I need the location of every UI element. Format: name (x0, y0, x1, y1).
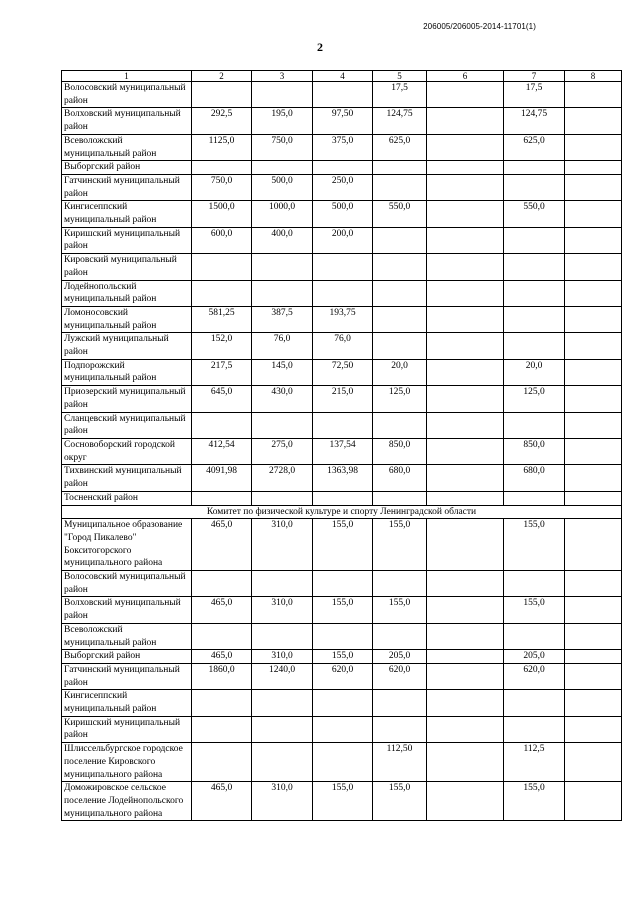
value-cell-col-8 (565, 597, 622, 623)
column-header: 4 (313, 71, 373, 82)
value-cell-col-2 (192, 623, 252, 649)
value-cell-col-6 (427, 716, 504, 742)
value-cell-col-3: 145,0 (252, 359, 313, 385)
value-cell-col-2 (192, 161, 252, 175)
value-cell-col-8 (565, 359, 622, 385)
value-cell-col-3: 500,0 (252, 174, 313, 200)
value-cell-col-6 (427, 597, 504, 623)
value-cell-col-6 (427, 412, 504, 438)
value-cell-col-4: 1363,98 (313, 465, 373, 491)
value-cell-col-4: 215,0 (313, 386, 373, 412)
value-cell-col-4: 155,0 (313, 519, 373, 571)
value-cell-col-3: 400,0 (252, 227, 313, 253)
value-cell-col-5: 205,0 (373, 650, 427, 664)
value-cell-col-8 (565, 663, 622, 689)
value-cell-col-3 (252, 280, 313, 306)
table-row (62, 438, 622, 464)
value-cell-col-6 (427, 386, 504, 412)
value-cell-col-6 (427, 280, 504, 306)
territory-name-cell: Подпорожский муниципальный район (62, 359, 192, 385)
value-cell-col-5: 20,0 (373, 359, 427, 385)
territory-name-cell: Волховский муниципальный район (62, 108, 192, 134)
value-cell-col-8 (565, 519, 622, 571)
value-cell-col-5: 112,50 (373, 743, 427, 782)
column-header: 2 (192, 71, 252, 82)
territory-name-cell: Доможировское сельское поселение Лодейнопольского муниципального района (62, 782, 192, 821)
value-cell-col-5 (373, 716, 427, 742)
value-cell-col-3: 387,5 (252, 306, 313, 332)
value-cell-col-5: 155,0 (373, 782, 427, 821)
value-cell-col-7 (504, 716, 565, 742)
value-cell-col-6 (427, 359, 504, 385)
value-cell-col-3 (252, 743, 313, 782)
table-row (62, 571, 622, 597)
value-cell-col-5: 155,0 (373, 597, 427, 623)
value-cell-col-6 (427, 82, 504, 108)
value-cell-col-3: 2728,0 (252, 465, 313, 491)
value-cell-col-5 (373, 571, 427, 597)
table-row (62, 412, 622, 438)
territory-name-cell: Шлиссельбургское городское поселение Кировского муниципального района (62, 743, 192, 782)
value-cell-col-5: 550,0 (373, 201, 427, 227)
territory-name-cell: Гатчинский муниципальный район (62, 663, 192, 689)
value-cell-col-2: 750,0 (192, 174, 252, 200)
table-row (62, 280, 622, 306)
value-cell-col-2 (192, 82, 252, 108)
value-cell-col-4: 137,54 (313, 438, 373, 464)
value-cell-col-5: 17,5 (373, 82, 427, 108)
value-cell-col-6 (427, 108, 504, 134)
value-cell-col-4 (313, 82, 373, 108)
value-cell-col-7 (504, 571, 565, 597)
table-row (62, 161, 622, 175)
value-cell-col-4: 155,0 (313, 597, 373, 623)
territory-name-cell: Волосовский муниципальный район (62, 571, 192, 597)
value-cell-col-3: 310,0 (252, 519, 313, 571)
value-cell-col-2 (192, 716, 252, 742)
value-cell-col-7 (504, 254, 565, 280)
value-cell-col-8 (565, 174, 622, 200)
table-row (62, 174, 622, 200)
section-row (62, 505, 622, 519)
value-cell-col-7: 17,5 (504, 82, 565, 108)
value-cell-col-3: 310,0 (252, 782, 313, 821)
value-cell-col-5: 625,0 (373, 134, 427, 160)
table-row (62, 491, 622, 505)
value-cell-col-2: 600,0 (192, 227, 252, 253)
table-row (62, 82, 622, 108)
territory-name-cell: Всеволожский муниципальный район (62, 623, 192, 649)
value-cell-col-2 (192, 743, 252, 782)
value-cell-col-4: 193,75 (313, 306, 373, 332)
value-cell-col-3 (252, 161, 313, 175)
territory-name-cell: Лужский муниципальный район (62, 333, 192, 359)
column-header: 3 (252, 71, 313, 82)
value-cell-col-8 (565, 201, 622, 227)
value-cell-col-5 (373, 280, 427, 306)
value-cell-col-8 (565, 438, 622, 464)
value-cell-col-2: 1860,0 (192, 663, 252, 689)
table-row (62, 650, 622, 664)
value-cell-col-7 (504, 174, 565, 200)
value-cell-col-4: 155,0 (313, 650, 373, 664)
value-cell-col-3: 195,0 (252, 108, 313, 134)
value-cell-col-5 (373, 306, 427, 332)
value-cell-col-2: 1125,0 (192, 134, 252, 160)
value-cell-col-4: 200,0 (313, 227, 373, 253)
value-cell-col-8 (565, 491, 622, 505)
value-cell-col-5: 620,0 (373, 663, 427, 689)
value-cell-col-6 (427, 650, 504, 664)
value-cell-col-3 (252, 571, 313, 597)
territory-name-cell: Сосновоборский городской округ (62, 438, 192, 464)
value-cell-col-8 (565, 227, 622, 253)
territory-name-cell: Тихвинский муниципальный район (62, 465, 192, 491)
value-cell-col-3: 275,0 (252, 438, 313, 464)
value-cell-col-5 (373, 491, 427, 505)
value-cell-col-7: 112,5 (504, 743, 565, 782)
value-cell-col-2: 152,0 (192, 333, 252, 359)
territory-name-cell: Киришский муниципальный район (62, 716, 192, 742)
territory-name-cell: Выборгский район (62, 650, 192, 664)
value-cell-col-5 (373, 333, 427, 359)
value-cell-col-7: 155,0 (504, 519, 565, 571)
value-cell-col-7 (504, 227, 565, 253)
territory-name-cell: Сланцевский муниципальный район (62, 412, 192, 438)
value-cell-col-2: 217,5 (192, 359, 252, 385)
value-cell-col-4 (313, 690, 373, 716)
value-cell-col-8 (565, 716, 622, 742)
value-cell-col-3 (252, 623, 313, 649)
value-cell-col-7 (504, 690, 565, 716)
table-row (62, 333, 622, 359)
value-cell-col-6 (427, 690, 504, 716)
value-cell-col-8 (565, 333, 622, 359)
table-row (62, 201, 622, 227)
value-cell-col-8 (565, 134, 622, 160)
value-cell-col-4: 76,0 (313, 333, 373, 359)
value-cell-col-8 (565, 386, 622, 412)
value-cell-col-6 (427, 663, 504, 689)
value-cell-col-4: 72,50 (313, 359, 373, 385)
value-cell-col-6 (427, 623, 504, 649)
value-cell-col-2: 465,0 (192, 782, 252, 821)
value-cell-col-8 (565, 161, 622, 175)
table-row (62, 108, 622, 134)
value-cell-col-6 (427, 306, 504, 332)
value-cell-col-4: 375,0 (313, 134, 373, 160)
value-cell-col-5 (373, 623, 427, 649)
value-cell-col-4 (313, 571, 373, 597)
value-cell-col-6 (427, 134, 504, 160)
table-row (62, 597, 622, 623)
value-cell-col-8 (565, 782, 622, 821)
value-cell-col-8 (565, 690, 622, 716)
territory-name-cell: Муниципальное образование "Город Пикалево" Бокситогорского муниципального района (62, 519, 192, 571)
value-cell-col-4 (313, 254, 373, 280)
value-cell-col-4 (313, 491, 373, 505)
value-cell-col-4: 620,0 (313, 663, 373, 689)
header-row (62, 71, 622, 82)
value-cell-col-8 (565, 280, 622, 306)
value-cell-col-5: 680,0 (373, 465, 427, 491)
column-header: 7 (504, 71, 565, 82)
value-cell-col-3 (252, 716, 313, 742)
section-title: Комитет по физической культуре и спорту Ленинградской области (62, 505, 622, 519)
value-cell-col-2 (192, 491, 252, 505)
value-cell-col-5: 124,75 (373, 108, 427, 134)
value-cell-col-6 (427, 201, 504, 227)
territory-name-cell: Волосовский муниципальный район (62, 82, 192, 108)
value-cell-col-2 (192, 571, 252, 597)
table-row (62, 386, 622, 412)
table-row (62, 465, 622, 491)
value-cell-col-2 (192, 254, 252, 280)
value-cell-col-3: 1000,0 (252, 201, 313, 227)
value-cell-col-4 (313, 743, 373, 782)
table-row (62, 743, 622, 782)
value-cell-col-3 (252, 491, 313, 505)
table-row (62, 663, 622, 689)
value-cell-col-6 (427, 743, 504, 782)
value-cell-col-8 (565, 465, 622, 491)
value-cell-col-7 (504, 623, 565, 649)
value-cell-col-6 (427, 161, 504, 175)
value-cell-col-6 (427, 333, 504, 359)
territory-name-cell: Гатчинский муниципальный район (62, 174, 192, 200)
value-cell-col-7 (504, 280, 565, 306)
value-cell-col-3 (252, 82, 313, 108)
value-cell-col-5: 125,0 (373, 386, 427, 412)
value-cell-col-5 (373, 161, 427, 175)
budget-table (61, 70, 622, 821)
territory-name-cell: Выборгский район (62, 161, 192, 175)
table-row (62, 690, 622, 716)
table-row (62, 227, 622, 253)
value-cell-col-4: 250,0 (313, 174, 373, 200)
table-row (62, 254, 622, 280)
value-cell-col-6 (427, 491, 504, 505)
value-cell-col-3: 310,0 (252, 597, 313, 623)
value-cell-col-6 (427, 254, 504, 280)
column-header: 1 (62, 71, 192, 82)
value-cell-col-2: 1500,0 (192, 201, 252, 227)
value-cell-col-2: 412,54 (192, 438, 252, 464)
value-cell-col-5 (373, 254, 427, 280)
value-cell-col-2: 292,5 (192, 108, 252, 134)
column-header: 8 (565, 71, 622, 82)
value-cell-col-3: 750,0 (252, 134, 313, 160)
territory-name-cell: Лодейнопольский муниципальный район (62, 280, 192, 306)
value-cell-col-2: 465,0 (192, 519, 252, 571)
value-cell-col-6 (427, 782, 504, 821)
value-cell-col-8 (565, 743, 622, 782)
value-cell-col-5 (373, 227, 427, 253)
value-cell-col-2 (192, 280, 252, 306)
value-cell-col-5 (373, 174, 427, 200)
column-header: 5 (373, 71, 427, 82)
table-row (62, 782, 622, 821)
value-cell-col-7 (504, 333, 565, 359)
value-cell-col-4: 500,0 (313, 201, 373, 227)
value-cell-col-2: 465,0 (192, 597, 252, 623)
value-cell-col-4 (313, 280, 373, 306)
value-cell-col-6 (427, 227, 504, 253)
value-cell-col-7 (504, 491, 565, 505)
territory-name-cell: Приозерский муниципальный район (62, 386, 192, 412)
value-cell-col-6 (427, 571, 504, 597)
value-cell-col-6 (427, 519, 504, 571)
value-cell-col-7 (504, 306, 565, 332)
value-cell-col-7: 620,0 (504, 663, 565, 689)
value-cell-col-8 (565, 306, 622, 332)
value-cell-col-3 (252, 254, 313, 280)
territory-name-cell: Тосненский район (62, 491, 192, 505)
column-header: 6 (427, 71, 504, 82)
document-id: 206005/206005-2014-11701(1) (423, 22, 536, 31)
value-cell-col-3: 76,0 (252, 333, 313, 359)
value-cell-col-4: 97,50 (313, 108, 373, 134)
value-cell-col-7: 155,0 (504, 782, 565, 821)
table-row (62, 359, 622, 385)
table-row (62, 134, 622, 160)
value-cell-col-3: 310,0 (252, 650, 313, 664)
value-cell-col-3 (252, 690, 313, 716)
value-cell-col-2 (192, 690, 252, 716)
value-cell-col-3: 1240,0 (252, 663, 313, 689)
value-cell-col-7: 20,0 (504, 359, 565, 385)
value-cell-col-7: 205,0 (504, 650, 565, 664)
value-cell-col-7: 850,0 (504, 438, 565, 464)
table-row (62, 623, 622, 649)
value-cell-col-6 (427, 174, 504, 200)
value-cell-col-2: 645,0 (192, 386, 252, 412)
value-cell-col-4 (313, 161, 373, 175)
value-cell-col-5 (373, 690, 427, 716)
table-row (62, 306, 622, 332)
territory-name-cell: Кингисеппский муниципальный район (62, 201, 192, 227)
territory-name-cell: Всеволожский муниципальный район (62, 134, 192, 160)
value-cell-col-2: 581,25 (192, 306, 252, 332)
value-cell-col-8 (565, 254, 622, 280)
value-cell-col-2 (192, 412, 252, 438)
value-cell-col-7: 155,0 (504, 597, 565, 623)
value-cell-col-7: 625,0 (504, 134, 565, 160)
value-cell-col-7: 125,0 (504, 386, 565, 412)
territory-name-cell: Кингисеппский муниципальный район (62, 690, 192, 716)
page-number: 2 (317, 40, 323, 54)
value-cell-col-2: 4091,98 (192, 465, 252, 491)
value-cell-col-5 (373, 412, 427, 438)
territory-name-cell: Кировский муниципальный район (62, 254, 192, 280)
value-cell-col-2: 465,0 (192, 650, 252, 664)
value-cell-col-8 (565, 108, 622, 134)
value-cell-col-7 (504, 161, 565, 175)
territory-name-cell: Волховский муниципальный район (62, 597, 192, 623)
value-cell-col-5: 155,0 (373, 519, 427, 571)
value-cell-col-4 (313, 412, 373, 438)
value-cell-col-7 (504, 412, 565, 438)
value-cell-col-8 (565, 650, 622, 664)
value-cell-col-7: 124,75 (504, 108, 565, 134)
value-cell-col-5: 850,0 (373, 438, 427, 464)
value-cell-col-3: 430,0 (252, 386, 313, 412)
value-cell-col-8 (565, 412, 622, 438)
value-cell-col-7: 680,0 (504, 465, 565, 491)
value-cell-col-6 (427, 465, 504, 491)
territory-name-cell: Ломоносовский муниципальный район (62, 306, 192, 332)
value-cell-col-4 (313, 716, 373, 742)
table-row (62, 519, 622, 571)
value-cell-col-6 (427, 438, 504, 464)
value-cell-col-4: 155,0 (313, 782, 373, 821)
value-cell-col-8 (565, 623, 622, 649)
table-row (62, 716, 622, 742)
value-cell-col-7: 550,0 (504, 201, 565, 227)
territory-name-cell: Киришский муниципальный район (62, 227, 192, 253)
value-cell-col-8 (565, 82, 622, 108)
value-cell-col-8 (565, 571, 622, 597)
value-cell-col-4 (313, 623, 373, 649)
value-cell-col-3 (252, 412, 313, 438)
